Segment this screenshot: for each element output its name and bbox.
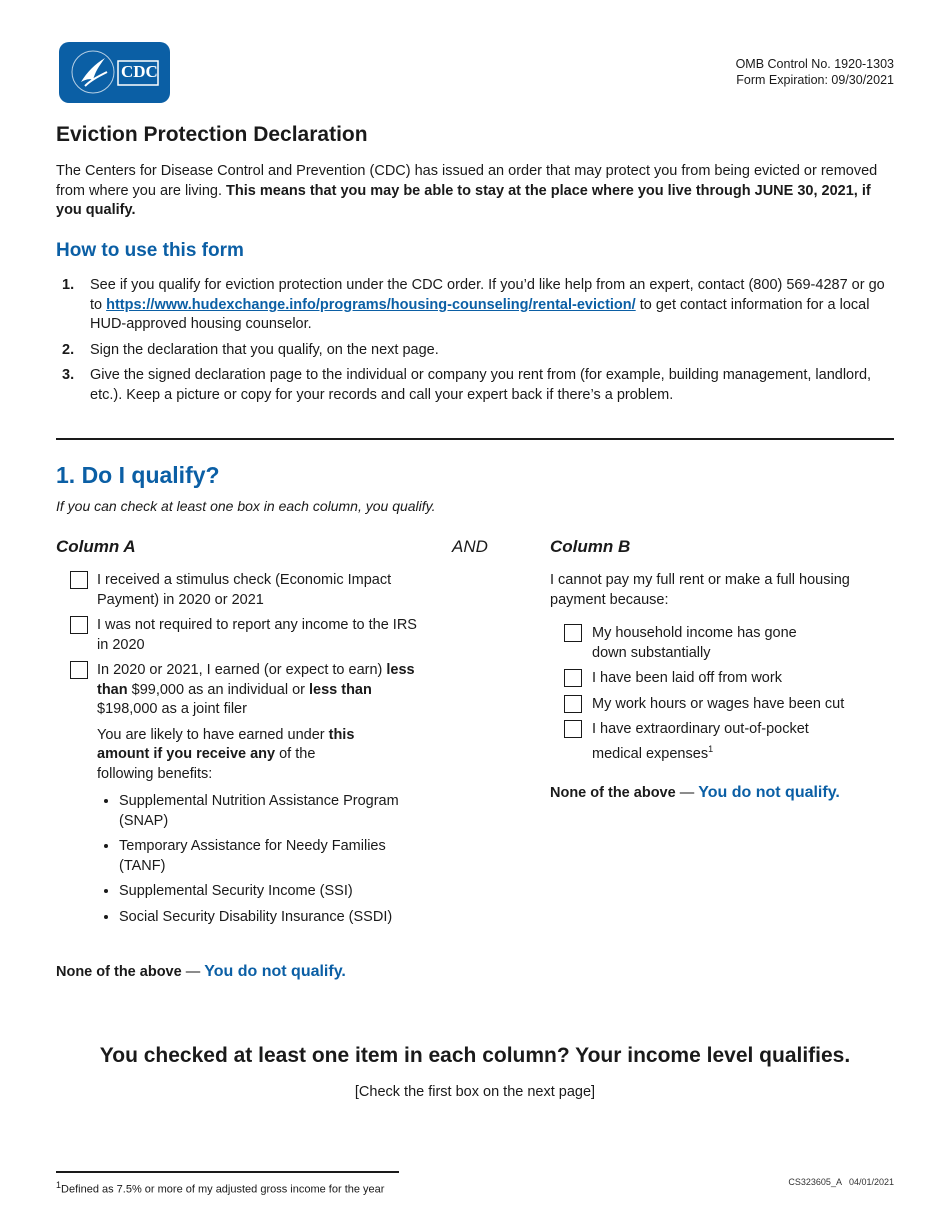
checkbox-income-limit[interactable]: [56, 661, 426, 720]
column-b-lead: I cannot pay my full rent or make a full housing payment because:: [550, 572, 850, 608]
footnote-divider: [56, 1171, 399, 1173]
checkbox[interactable]: [70, 661, 88, 679]
step-text: Sign the declaration that you qualify, on the next page.: [90, 341, 439, 358]
checkbox[interactable]: [564, 624, 582, 642]
label-part: $198,000 as a joint filer: [97, 701, 247, 717]
cdc-logo: [59, 42, 170, 103]
intro-bold-text: This means that you may be able to stay at the place where you live through JUNE 30, 2021, if you qualify.: [56, 182, 871, 218]
step-1: [56, 276, 896, 335]
omb-info: [736, 56, 894, 88]
label-bold: less than: [97, 662, 415, 698]
note-part: You are likely to have earned under: [97, 726, 329, 743]
note-part: of the following benefits:: [97, 746, 316, 782]
benefits-list: [56, 792, 426, 927]
step-2: [56, 341, 896, 361]
checkbox-label: I was not required to report any income to the IRS in 2020: [97, 617, 417, 653]
note-bold: this amount if you receive any: [97, 726, 355, 762]
column-a: [56, 537, 426, 933]
none-label: None of the above: [550, 784, 676, 801]
step-number: 2.: [62, 341, 75, 358]
step-text: Give the signed declaration page to the individual or company you rent from (for example, building management, landlord, etc.). Keep a picture or copy for your records and call your expert back if there’s a problem.: [90, 367, 872, 403]
column-b-none-above: [550, 784, 895, 802]
none-label: None of the above: [56, 964, 182, 980]
step-number: 3.: [62, 367, 75, 383]
qualify-heading: 1. Do I qualify?: [56, 462, 220, 488]
column-b-title: Column B: [550, 537, 631, 556]
none-dash: —: [181, 964, 205, 980]
logo-text: CDC: [121, 62, 158, 81]
checkbox-label: I received a stimulus check (Economic Impact Payment) in 2020 or 2021: [97, 572, 392, 608]
qualify-hint: If you can check at least one box in each column, you qualify.: [56, 498, 436, 514]
page-title: Eviction Protection Declaration: [56, 123, 368, 146]
benefit-item: • Supplemental Nutrition Assistance Program (SNAP): [119, 792, 426, 831]
benefit-item: • Supplemental Security Income (SSI): [119, 882, 426, 902]
and-label: AND: [452, 537, 488, 556]
checkbox-label: My household income has gone down substantially: [592, 625, 797, 661]
label-part: In 2020 or 2021, I earned (or expect to earn): [97, 662, 387, 678]
section-divider: [56, 438, 894, 440]
not-qualify-text: You do not qualify.: [204, 963, 346, 980]
step-3: [56, 366, 896, 405]
checkbox[interactable]: [70, 616, 88, 634]
checkbox[interactable]: [70, 571, 88, 589]
checkbox[interactable]: [564, 695, 582, 713]
benefits-note: [56, 726, 367, 785]
steps-list: [56, 276, 896, 411]
checkbox-income-down[interactable]: [550, 624, 895, 663]
column-a-none-above: [56, 963, 346, 981]
omb-control-number: OMB Control No. 1920-1303: [735, 57, 894, 71]
checkbox-label: [592, 720, 842, 764]
form-expiration: Form Expiration: 09/30/2021: [736, 73, 894, 87]
footnote-mark: 1: [56, 1180, 62, 1190]
step-text: See if you qualify for eviction protection under the CDC order. If you’d like help from an expert, contact (800) 569-4287 or go to: [90, 277, 885, 313]
next-page-instruction: [Check the first box on the next page]: [354, 1084, 596, 1100]
checkbox-hours-cut[interactable]: [550, 695, 895, 715]
benefit-item: • Social Security Disability Insurance (SSDI): [119, 908, 426, 928]
checkbox-laid-off[interactable]: [550, 669, 895, 689]
step-number: 1.: [62, 277, 75, 293]
label-part: I have extraordinary out-of-pocket medical expenses: [592, 721, 809, 762]
footnote-text: Defined as 7.5% or more of my adjusted gross income for the year: [61, 1183, 385, 1196]
column-a-title: Column A: [56, 537, 136, 556]
none-dash: —: [675, 784, 699, 801]
intro-paragraph: [56, 162, 896, 221]
intro-text: The Centers for Disease Control and Prevention (CDC) has issued an order that may protect you from being evicted or removed from where you are living.: [56, 163, 878, 199]
checkbox-label: I have been laid off from work: [592, 670, 782, 686]
step-text: to get contact information for a local HUD-approved housing counselor.: [90, 296, 870, 332]
checkbox-stimulus[interactable]: [56, 571, 426, 610]
benefit-item: • Temporary Assistance for Needy Families (TANF): [119, 837, 426, 876]
label-part: $99,000 as an individual or: [127, 681, 309, 698]
checkbox[interactable]: [564, 669, 582, 687]
checkbox-no-income-report[interactable]: [56, 616, 426, 655]
column-b: [550, 537, 895, 802]
footnote-ref: 1: [708, 743, 714, 754]
summary-statement: You checked at least one item in each column? Your income level qualifies.: [99, 1044, 851, 1067]
checkbox-label: [97, 662, 415, 717]
form-code: CS323605_A 04/01/2021: [788, 1177, 894, 1187]
checkbox[interactable]: [564, 720, 582, 738]
not-qualify-text: You do not qualify.: [698, 783, 840, 801]
checkbox-label: My work hours or wages have been cut: [592, 695, 845, 712]
how-to-heading: How to use this form: [56, 240, 244, 261]
footnote: [56, 1180, 384, 1196]
label-bold: less than: [309, 681, 372, 698]
checkbox-medical-expenses[interactable]: [550, 720, 895, 764]
hud-link[interactable]: https://www.hudexchange.info/programs/housing-counseling/rental-eviction/: [106, 296, 636, 313]
